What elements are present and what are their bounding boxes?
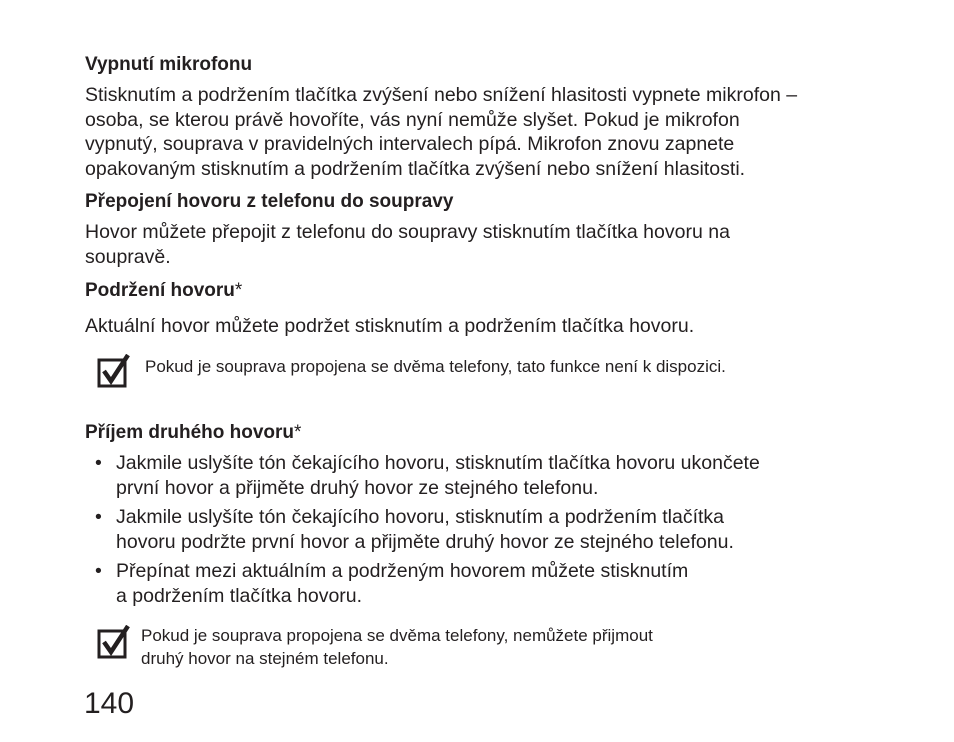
section-heading-second-call <box>85 421 301 445</box>
list-item <box>85 559 688 608</box>
text-line: druhý hovor na stejném telefonu. <box>141 648 389 668</box>
text-line: vypnutý, souprava v pravidelných intervalech pípá. Mikrofon znovu zapnete <box>85 133 735 155</box>
heading-text: Přepojení hovoru z telefonu do soupravy <box>85 191 454 212</box>
paragraph-transfer <box>85 220 885 269</box>
section-heading-hold <box>85 279 242 303</box>
text-line: Hovor můžete přepojit z telefonu do soupravy stisknutím tlačítka hovoru na <box>85 221 730 243</box>
text-line: Jakmile uslyšíte tón čekajícího hovoru, stisknutím tlačítka hovoru ukončete <box>116 452 760 474</box>
heading-text: Příjem druhého hovoru <box>85 422 295 443</box>
heading-text: Podržení hovoru <box>85 280 235 301</box>
text-line: Aktuální hovor můžete podržet stisknutím a podržením tlačítka hovoru. <box>85 315 695 337</box>
text-line: první hovor a přijměte druhý hovor ze stejného telefonu. <box>116 476 599 499</box>
section-heading-mute <box>85 53 252 77</box>
list-item <box>85 451 760 500</box>
heading-text: Vypnutí mikrofonu <box>85 54 253 75</box>
text-line: Přepínat mezi aktuálním a podrženým hovorem můžete stisknutím <box>116 560 689 582</box>
bullet-dot: • <box>95 506 102 528</box>
paragraph-mute <box>85 83 885 181</box>
note-hold <box>97 354 726 388</box>
section-heading-transfer <box>85 190 453 214</box>
text-line: Pokud je souprava propojena se dvěma telefony, tato funkce není k dispozici. <box>145 357 726 376</box>
text-line: soupravě. <box>85 245 171 268</box>
note-text <box>145 356 726 379</box>
asterisk: * <box>294 422 302 443</box>
text-line: Jakmile uslyšíte tón čekajícího hovoru, stisknutím a podržením tlačítka <box>116 506 725 528</box>
text-line: opakovaným stisknutím a podržením tlačítka zvýšení nebo snížení hlasitosti. <box>85 157 746 180</box>
paragraph-hold <box>85 314 885 339</box>
text-line: hovoru podržte první hovor a přijměte druhý hovor ze stejného telefonu. <box>116 530 734 553</box>
bullet-dot: • <box>95 560 102 582</box>
checkbox-check-icon <box>97 354 131 388</box>
note-text <box>141 625 653 670</box>
text-line: Pokud je souprava propojena se dvěma telefony, nemůžete přijmout <box>141 626 653 645</box>
bullet-dot: • <box>95 452 102 474</box>
note-second-call <box>97 625 653 670</box>
text-line: a podržením tlačítka hovoru. <box>116 584 363 607</box>
list-item <box>85 505 734 554</box>
text-line: Stisknutím a podržením tlačítka zvýšení nebo snížení hlasitosti vypnete mikrofon – <box>85 84 798 106</box>
page-number: 140 <box>84 687 135 720</box>
checkbox-check-icon <box>97 625 131 659</box>
asterisk: * <box>234 280 243 301</box>
text-line: osoba, se kterou právě hovoříte, vás nyní nemůže slyšet. Pokud je mikrofon <box>85 108 740 131</box>
